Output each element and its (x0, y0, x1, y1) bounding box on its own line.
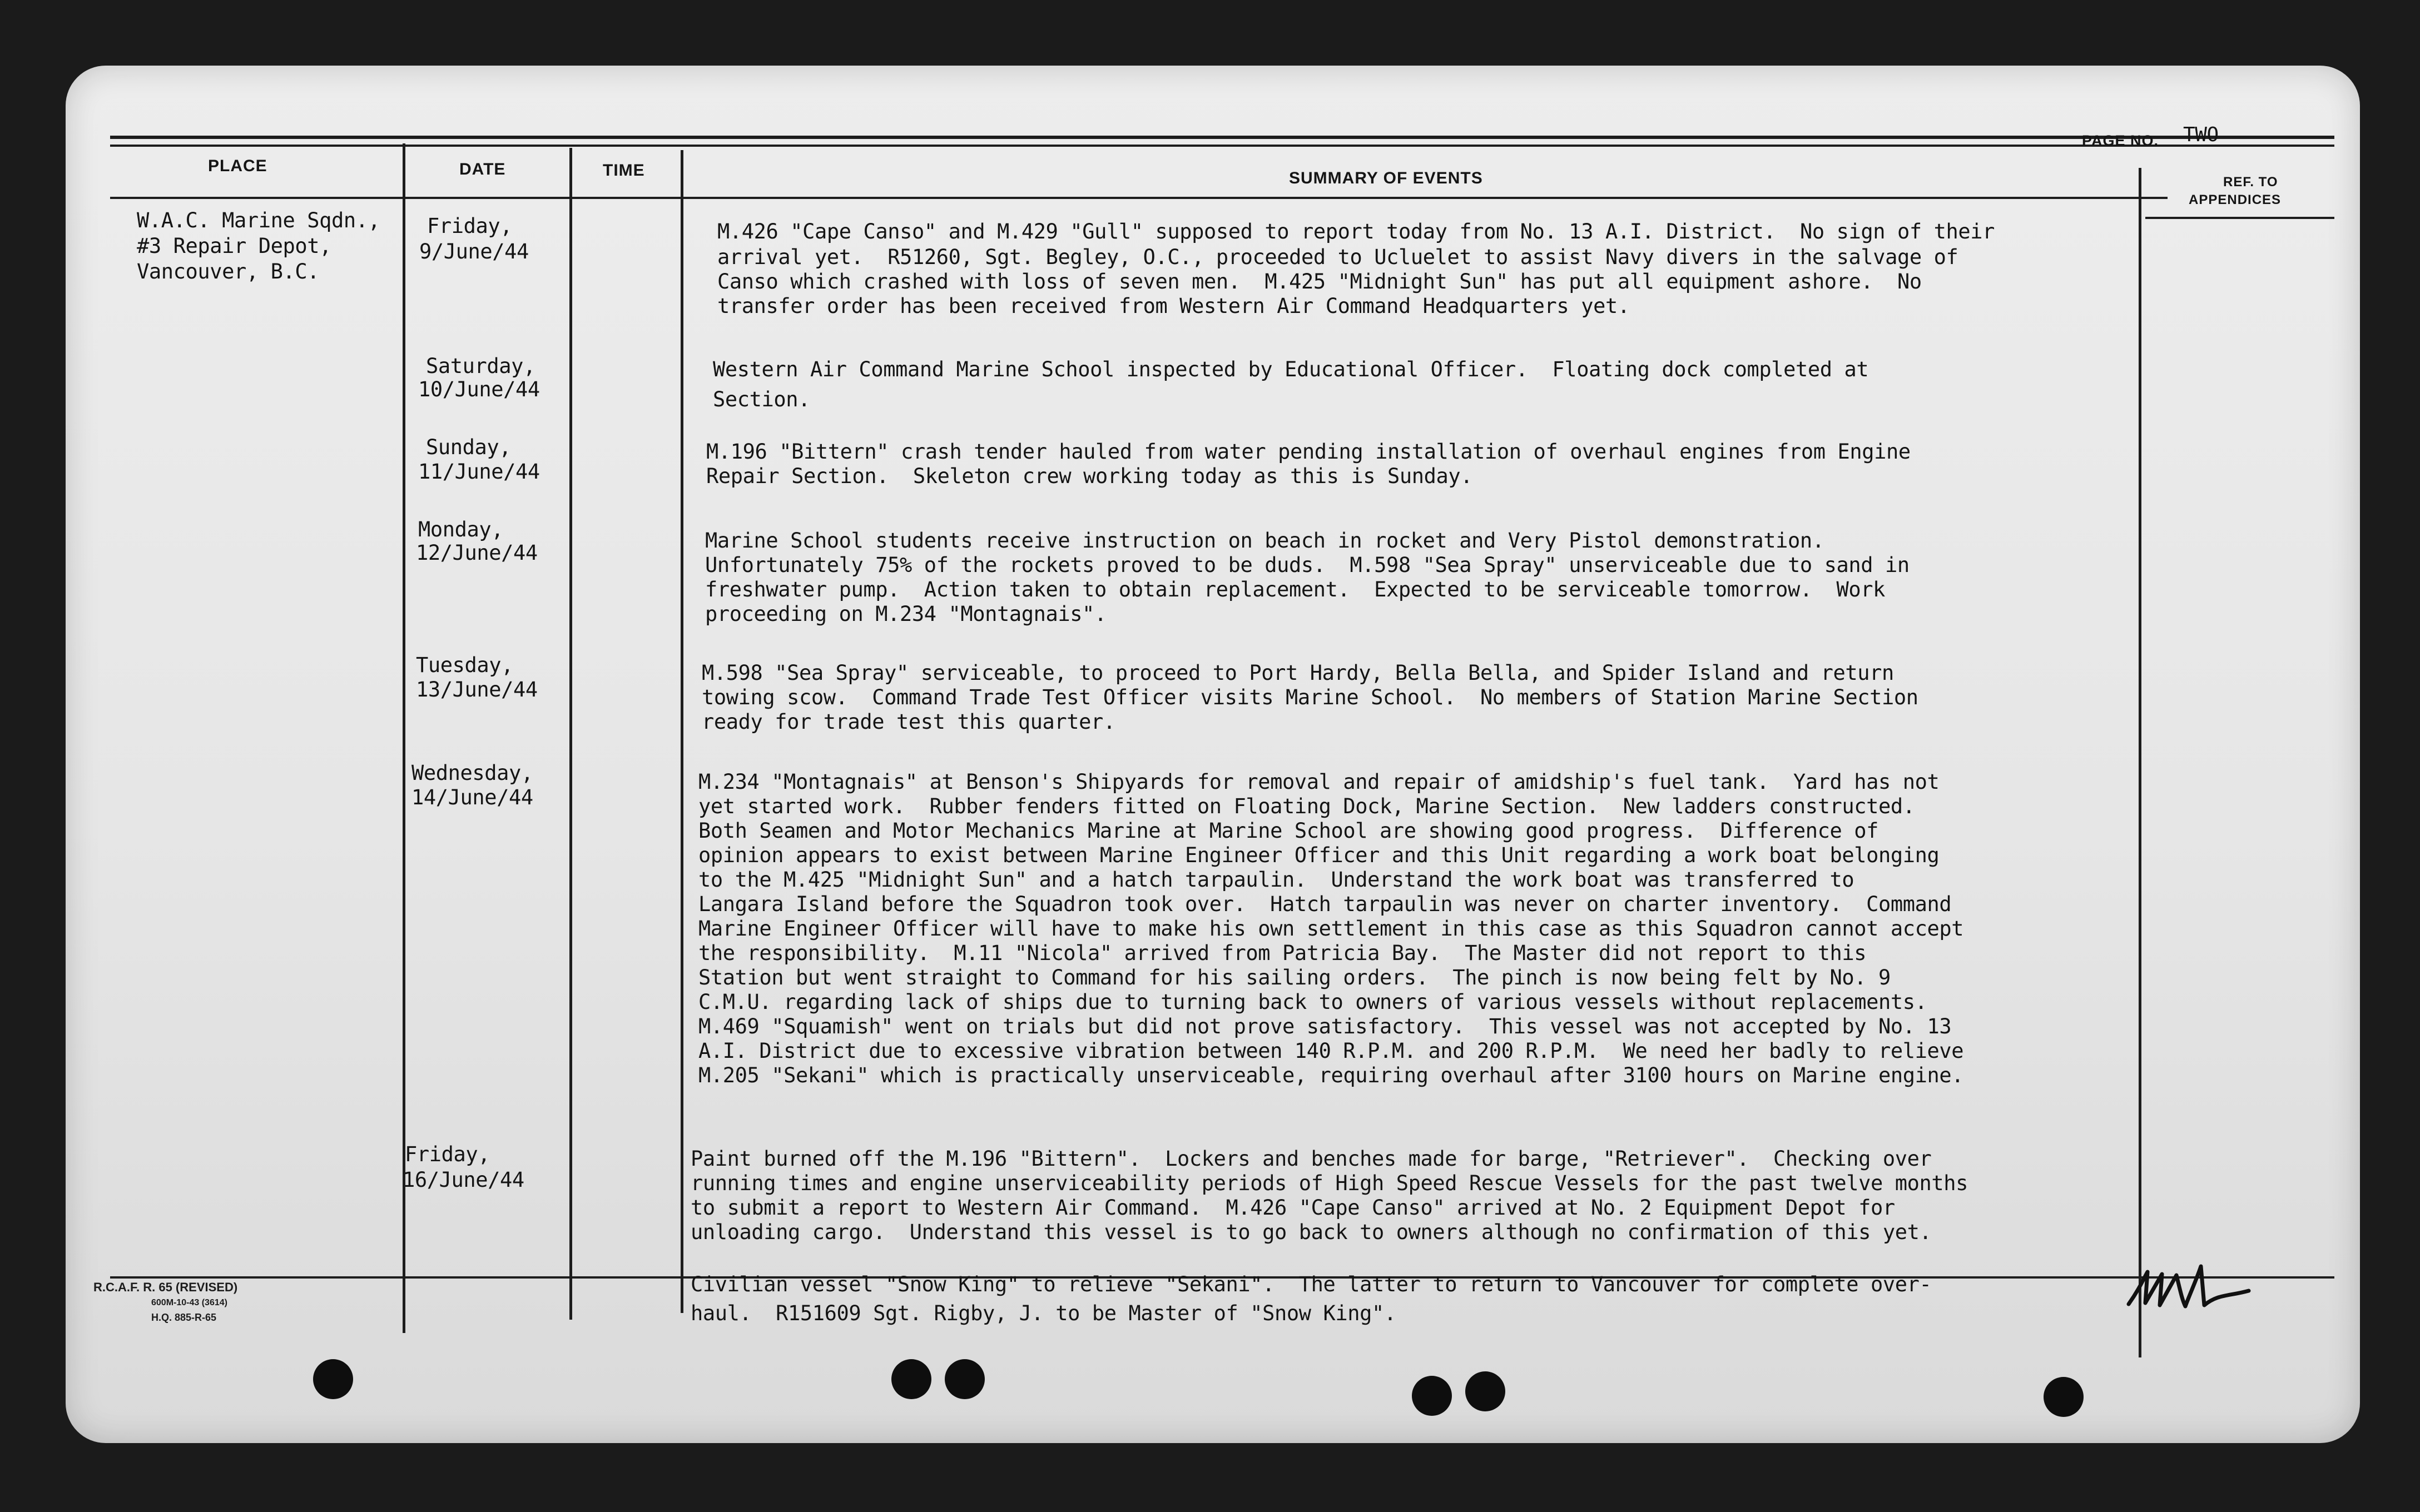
date-date-2: 10/June/44 (418, 377, 540, 401)
binding-hole-2 (891, 1359, 931, 1399)
date-date-3: 11/June/44 (418, 460, 540, 484)
entry-2-line-1: Western Air Command Marine School inspected by Educational Officer. Floating dock completed at (713, 357, 1869, 381)
binding-hole-3 (945, 1359, 985, 1399)
entry-7-line-3: to submit a report to Western Air Command. M.426 "Cape Canso" arrived at No. 2 Equipment Depot for (691, 1196, 1895, 1220)
header-date: DATE (459, 160, 506, 178)
entry-6-line-8: the responsibility. M.11 "Nicola" arrived from Patricia Bay. The Master did not report to this (698, 941, 1867, 965)
header-bottom-rule (110, 197, 2168, 199)
entry-5-line-2: towing scow. Command Trade Test Officer visits Marine School. No members of Station Marine Section (702, 685, 1918, 709)
column-rule-time-summary (681, 150, 683, 1313)
diary-card (66, 66, 2360, 1443)
binding-hole-4 (1412, 1376, 1452, 1416)
header-bottom-rule-ref (2145, 217, 2334, 219)
place-line-1: W.A.C. Marine Sqdn., (137, 208, 380, 232)
date-day-6: Wednesday, (411, 761, 533, 785)
page-no-value: TWO (2183, 123, 2219, 146)
binding-hole-5 (1465, 1371, 1505, 1411)
date-date-7: 16/June/44 (403, 1168, 524, 1192)
entry-4-line-3: freshwater pump. Action taken to obtain replacement. Expected to be serviceable tomorrow. Work (705, 578, 1885, 601)
form-line-2: 600M-10-43 (3614) (151, 1298, 227, 1307)
date-day-5: Tuesday, (416, 653, 514, 677)
header-place: PLACE (208, 157, 267, 175)
entry-6-line-3: Both Seamen and Motor Mechanics Marine at Marine School are showing good progress. Difference of (698, 819, 1878, 843)
entry-2-line-2: Section. (713, 387, 811, 411)
entry-7-line-1: Paint burned off the M.196 "Bittern". Lockers and benches made for barge, "Retriever". Checking over (691, 1147, 1932, 1171)
binding-hole-6 (2044, 1377, 2084, 1417)
entry-6-line-2: yet started work. Rubber fenders fitted on Floating Dock, Marine Section. New ladders constructed. (698, 794, 1915, 818)
entry-7-line-6: haul. R151609 Sgt. Rigby, J. to be Master of "Snow King". (691, 1301, 1396, 1325)
date-day-1: Friday, (427, 214, 513, 238)
entry-1-line-4: transfer order has been received from Western Air Command Headquarters yet. (717, 294, 1630, 318)
entry-3-line-1: M.196 "Bittern" crash tender hauled from water pending installation of overhaul engines from Engine (706, 440, 1911, 464)
entry-4-line-4: proceeding on M.234 "Montagnais". (705, 602, 1107, 626)
entry-4-line-2: Unfortunately 75% of the rockets proved to be duds. M.598 "Sea Spray" unserviceable due to sand in (705, 553, 1910, 577)
date-day-3: Sunday, (426, 435, 512, 459)
form-line-1: R.C.A.F. R. 65 (REVISED) (93, 1280, 238, 1294)
place-line-3: Vancouver, B.C. (137, 260, 320, 284)
initials-signature-icon (2123, 1255, 2257, 1322)
entry-6-line-6: Langara Island before the Squadron took over. Hatch tarpaulin was never on charter inventory. Command (698, 892, 1952, 916)
handwritten-initials (2123, 1255, 2257, 1322)
date-date-1: 9/June/44 (419, 240, 529, 263)
header-ref-line1: REF. TO (2223, 175, 2278, 190)
entry-6-line-7: Marine Engineer Officer will have to make his own settlement in this case as this Squadron cannot accept (698, 917, 1964, 941)
header-ref-line2: APPENDICES (2189, 192, 2282, 207)
entry-3-line-2: Repair Section. Skeleton crew working today as this is Sunday. (706, 464, 1473, 488)
place-line-2: #3 Repair Depot, (137, 234, 332, 258)
form-line-3: H.Q. 885-R-65 (151, 1312, 217, 1323)
entry-6-line-10: C.M.U. regarding lack of ships due to turning back to owners of various vessels without replacements. (698, 990, 1927, 1014)
date-date-5: 13/June/44 (416, 678, 538, 702)
date-day-7: Friday, (405, 1142, 490, 1166)
entry-6-line-13: M.205 "Sekani" which is practically unserviceable, requiring overhaul after 3100 hours on Marine engine. (698, 1063, 1964, 1087)
binding-hole-1 (313, 1359, 353, 1399)
date-day-4: Monday, (418, 518, 504, 541)
date-day-2: Saturday, (426, 354, 535, 378)
entry-6-line-5: to the M.425 "Midnight Sun" and a hatch tarpaulin. Understand the work boat was transferred to (698, 868, 1854, 892)
entry-1-line-3: Canso which crashed with loss of seven men. M.425 "Midnight Sun" has put all equipment ashore. No (717, 270, 1922, 294)
page-no-label: PAGE NO. (2082, 132, 2159, 149)
entry-7-line-4: unloading cargo. Understand this vessel is to go back to owners although no confirmation of this yet. (691, 1220, 1932, 1244)
entry-1-line-2: arrival yet. R51260, Sgt. Begley, O.C., proceeded to Ucluelet to assist Navy divers in the salvage of (717, 245, 1958, 269)
entry-5-line-3: ready for trade test this quarter. (702, 710, 1115, 734)
column-rule-summary-ref (2139, 168, 2141, 1357)
date-date-4: 12/June/44 (416, 541, 538, 565)
top-double-rule-b (110, 145, 2334, 147)
entry-6-line-9: Station but went straight to Command for his sailing orders. The pinch is now being felt by No. 9 (698, 966, 1891, 989)
entry-1-line-1: M.426 "Cape Canso" and M.429 "Gull" supposed to report today from No. 13 A.I. District. No sign of their (717, 220, 1995, 243)
top-double-rule-a (110, 136, 2334, 139)
entry-6-line-11: M.469 "Squamish" went on trials but did not prove satisfactory. This vessel was not accepted by No. 13 (698, 1014, 1952, 1038)
entry-7-line-5: Civilian vessel "Snow King" to relieve "Sekani". The latter to return to Vancouver for complete over- (691, 1272, 1932, 1296)
entry-6-line-1: M.234 "Montagnais" at Benson's Shipyards for removal and repair of amidship's fuel tank. Yard has not (698, 770, 1940, 794)
entry-5-line-1: M.598 "Sea Spray" serviceable, to proceed to Port Hardy, Bella Bella, and Spider Island and return (702, 661, 1894, 685)
entry-6-line-4: opinion appears to exist between Marine Engineer Officer and this Unit regarding a work boat belonging (698, 843, 1940, 867)
header-time: TIME (603, 161, 645, 180)
entry-6-line-12: A.I. District due to excessive vibration between 140 R.P.M. and 200 R.P.M. We need her badly to relieve (698, 1039, 1964, 1063)
header-summary: SUMMARY OF EVENTS (1289, 169, 1483, 187)
column-rule-date-time (569, 148, 572, 1320)
date-date-6: 14/June/44 (411, 785, 533, 809)
entry-7-line-2: running times and engine unserviceability periods of High Speed Rescue Vessels for the past twelve months (691, 1171, 1968, 1195)
entry-4-line-1: Marine School students receive instruction on beach in rocket and Very Pistol demonstration. (705, 529, 1824, 553)
